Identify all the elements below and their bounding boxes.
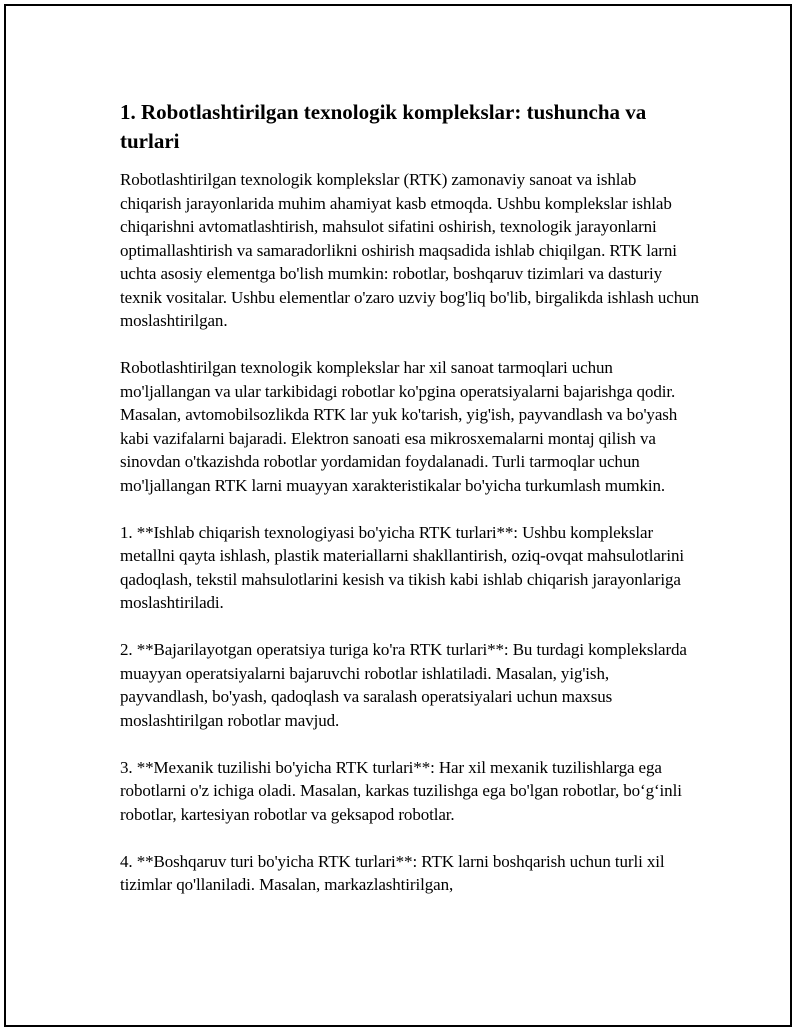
list-item-technology: 1. **Ishlab chiqarish texnologiyasi bo'yicha RTK turlari**: Ushbu komplekslar metallni qayta ishlash, plastik materiallarni shakllantirish, oziq-ovqat mahsulotlarini qadoqlash, tekstil mahsulotlarini kesish va tikish kabi ishlab chiqarish jarayonlariga moslashtiriladi. (120, 522, 684, 612)
section-heading: 1. Robotlashtirilgan texnologik komplekslar: tushuncha va turlari (120, 100, 647, 153)
list-item-control: 4. **Boshqaruv turi bo'yicha RTK turlari**: RTK larni boshqarish uchun turli xil tizimlar qo'llaniladi. Masalan, markazlashtirilgan, (120, 851, 665, 894)
list-item-operation: 2. **Bajarilayotgan operatsiya turiga ko'ra RTK turlari**: Bu turdagi komplekslarda muayyan operatsiyalarni bajaruvchi robotlar ishlatiladi. Masalan, yig'ish, payvandlash, bo'yash, qadoqlash va saralash operatsiyalari uchun maxsus moslashtirilgan robotlar mavjud. (120, 640, 687, 730)
page-frame (4, 4, 792, 1027)
paragraph-industries: Robotlashtirilgan texnologik komplekslar har xil sanoat tarmoqlari uchun mo'ljallangan va ular tarkibidagi robotlar ko'pgina operatsiyalarni bajarishga qodir. Masalan, avtomobilsozlikda RTK lar yuk ko'tarish, yig'ish, payvandlash va bo'yash kabi vazifalarni bajaradi. Elektron sanoati esa mikrosxemalarni montaj qilish va sinovdan o'tkazishda robotlar yordamidan foydalanadi. Turli tarmoqlar uchun mo'ljallangan RTK larni muayyan xarakteristikalar bo'yicha turkumlash mumkin. (120, 358, 678, 495)
list-item-mechanical: 3. **Mexanik tuzilishi bo'yicha RTK turlari**: Har xil mexanik tuzilishlarga ega robotlarni o'z ichiga oladi. Masalan, karkas tuzilishga ega bo'lgan robotlar, bo‘g‘inli robotlar, kartesiyan robotlar va geksapod robotlar. (120, 757, 682, 824)
paragraph-intro: Robotlashtirilgan texnologik komplekslar (RTK) zamonaviy sanoat va ishlab chiqarish jarayonlarida muhim ahamiyat kasb etmoqda. Ushbu komplekslar ishlab chiqarishni avtomatlashtirish, mahsulot sifatini oshirish, texnologik jarayonlarni optimallashtirish va samaradorlikni oshirish maqsadida ishlab chiqilgan. RTK larni uchta asosiy elementga bo'lish mumkin: robotlar, boshqaruv tizimlari va dasturiy texnik vositalar. Ushbu elementlar o'zaro uzviy bog'liq bo'lib, birgalikda ishlash uchun moslashtirilgan. (120, 170, 699, 330)
document-body (120, 98, 700, 920)
